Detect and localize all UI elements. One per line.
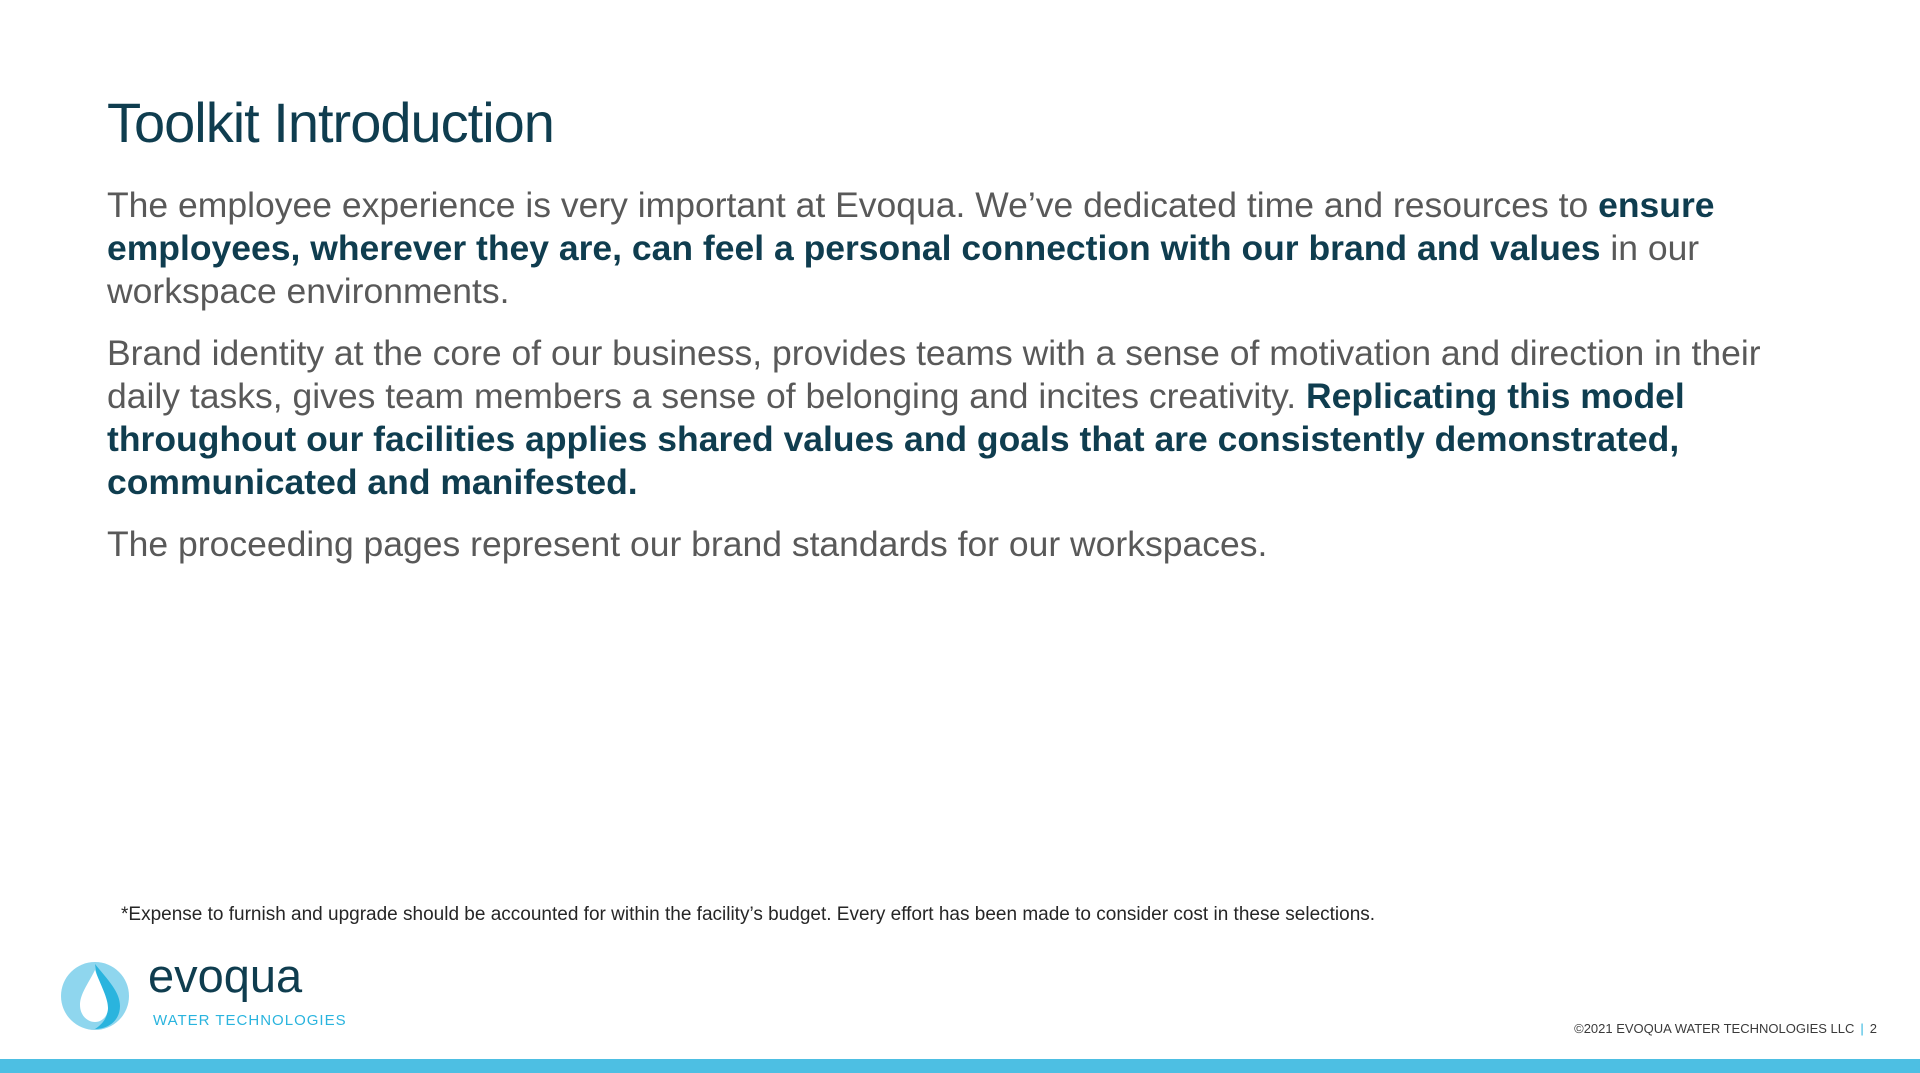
copyright-text: ©2021 EVOQUA WATER TECHNOLOGIES LLC	[1574, 1021, 1855, 1036]
paragraph-3-text: The proceeding pages represent our brand standards for our workspaces.	[107, 524, 1268, 564]
copyright-footer	[1574, 1021, 1877, 1036]
intro-paragraph-1	[107, 184, 1787, 313]
paragraph-1-text-end: in our workspace environments.	[107, 228, 1700, 311]
intro-paragraph-3	[107, 523, 1787, 566]
company-logo	[58, 949, 348, 1038]
water-drop-icon	[58, 958, 132, 1032]
footer-separator: |	[1860, 1021, 1864, 1036]
slide-title: Toolkit Introduction	[107, 91, 554, 154]
logo-tagline: WATER TECHNOLOGIES	[153, 1012, 347, 1029]
logo-wordmark: evoqua	[148, 949, 303, 1002]
paragraph-2-emphasis: Replicating this model throughout our facilities applies shared values and goals that are consistently demonstrated, communicated and manifested.	[107, 376, 1685, 502]
paragraph-2-text: Brand identity at the core of our business, provides teams with a sense of motivation and direction in their daily tasks, gives team members a sense of belonging and incites creativity.	[107, 333, 1761, 416]
footnote: *Expense to furnish and upgrade should be accounted for within the facility’s budget. Every effort has been made to consider cost in these selections.	[121, 904, 1376, 925]
slide-body	[107, 184, 1787, 585]
paragraph-1-text: The employee experience is very important at Evoqua. We’ve dedicated time and resources to	[107, 185, 1599, 225]
paragraph-1-emphasis: ensure employees, wherever they are, can feel a personal connection with our brand and values	[107, 185, 1715, 268]
page-number: 2	[1869, 1021, 1877, 1036]
intro-paragraph-2	[107, 332, 1787, 504]
bottom-accent-bar	[0, 1059, 1920, 1073]
